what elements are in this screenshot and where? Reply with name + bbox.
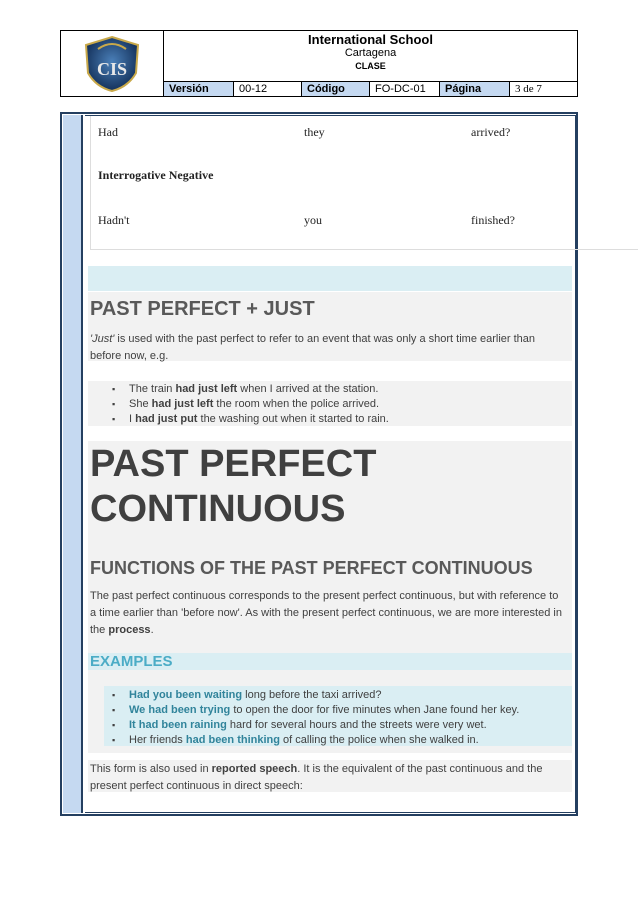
document-header (60, 30, 578, 97)
table-row (98, 213, 538, 229)
code-label: Código (302, 82, 370, 96)
school-name: International School (308, 32, 433, 47)
table-cell: arrived? (471, 125, 511, 139)
document-meta-row (164, 82, 577, 96)
functions-paragraph: The past perfect continuous corresponds to the present perfect continuous, but with reference to a time earlier than 'before now'. As with the present perfect continuous, we are more interested in the process. (90, 590, 562, 636)
table-cell: they (304, 125, 325, 139)
just-quote: 'Just' (90, 333, 115, 345)
list-item: ▪ I had just put the washing out when it started to rain. (112, 412, 389, 427)
list-item: ▪ Had you been waiting long before the taxi arrived? (112, 688, 519, 703)
just-intro-text: is used with the past perfect to refer to an event that was only a short time earlier than before now, e.g. (90, 333, 536, 362)
table-cell: Hadn't (98, 213, 130, 227)
version-value: 00-12 (234, 82, 302, 96)
school-title-cell (164, 31, 577, 82)
list-item: ▪ The train had just left when I arrived at the station. (112, 382, 389, 397)
just-intro-paragraph (90, 331, 565, 365)
reported-speech-paragraph: This form is also used in reported speech. It is the equivalent of the past continuous and the present perfect continuous in direct speech: (90, 763, 543, 792)
school-city: Cartagena (344, 47, 397, 59)
section-heading-continuous: PAST PERFECT CONTINUOUS (90, 443, 377, 530)
page-label: Página (440, 82, 510, 96)
section-heading-just: PAST PERFECT + JUST (90, 298, 315, 320)
list-item: ▪ Her friends had been thinking of calling the police when she walked in. (112, 733, 519, 748)
table-row (98, 125, 538, 141)
document-type: CLASE (355, 61, 386, 71)
code-value: FO-DC-01 (370, 82, 440, 96)
logo-cell (61, 31, 164, 96)
table-cell: Had (98, 125, 118, 139)
just-examples-list (112, 382, 389, 427)
left-margin-bar (63, 115, 83, 813)
version-label: Versión (164, 82, 234, 96)
list-item: ▪ We had been trying to open the door for five minutes when Jane found her key. (112, 703, 519, 718)
list-item: ▪ She had just left the room when the police arrived. (112, 397, 389, 412)
page-value: 3 de 7 (515, 83, 542, 95)
section-divider-band (88, 266, 572, 291)
school-logo-icon (82, 35, 142, 93)
table-cell: you (304, 213, 322, 227)
table-heading: Interrogative Negative (98, 168, 214, 182)
examples-heading: EXAMPLES (90, 653, 173, 670)
continuous-examples-list (112, 688, 519, 748)
logo-text: CIS (96, 58, 128, 79)
functions-heading: FUNCTIONS OF THE PAST PERFECT CONTINUOUS (90, 558, 533, 578)
table-cell: finished? (471, 213, 515, 227)
list-item: ▪ It had been raining hard for several hours and the streets were very wet. (112, 718, 519, 733)
